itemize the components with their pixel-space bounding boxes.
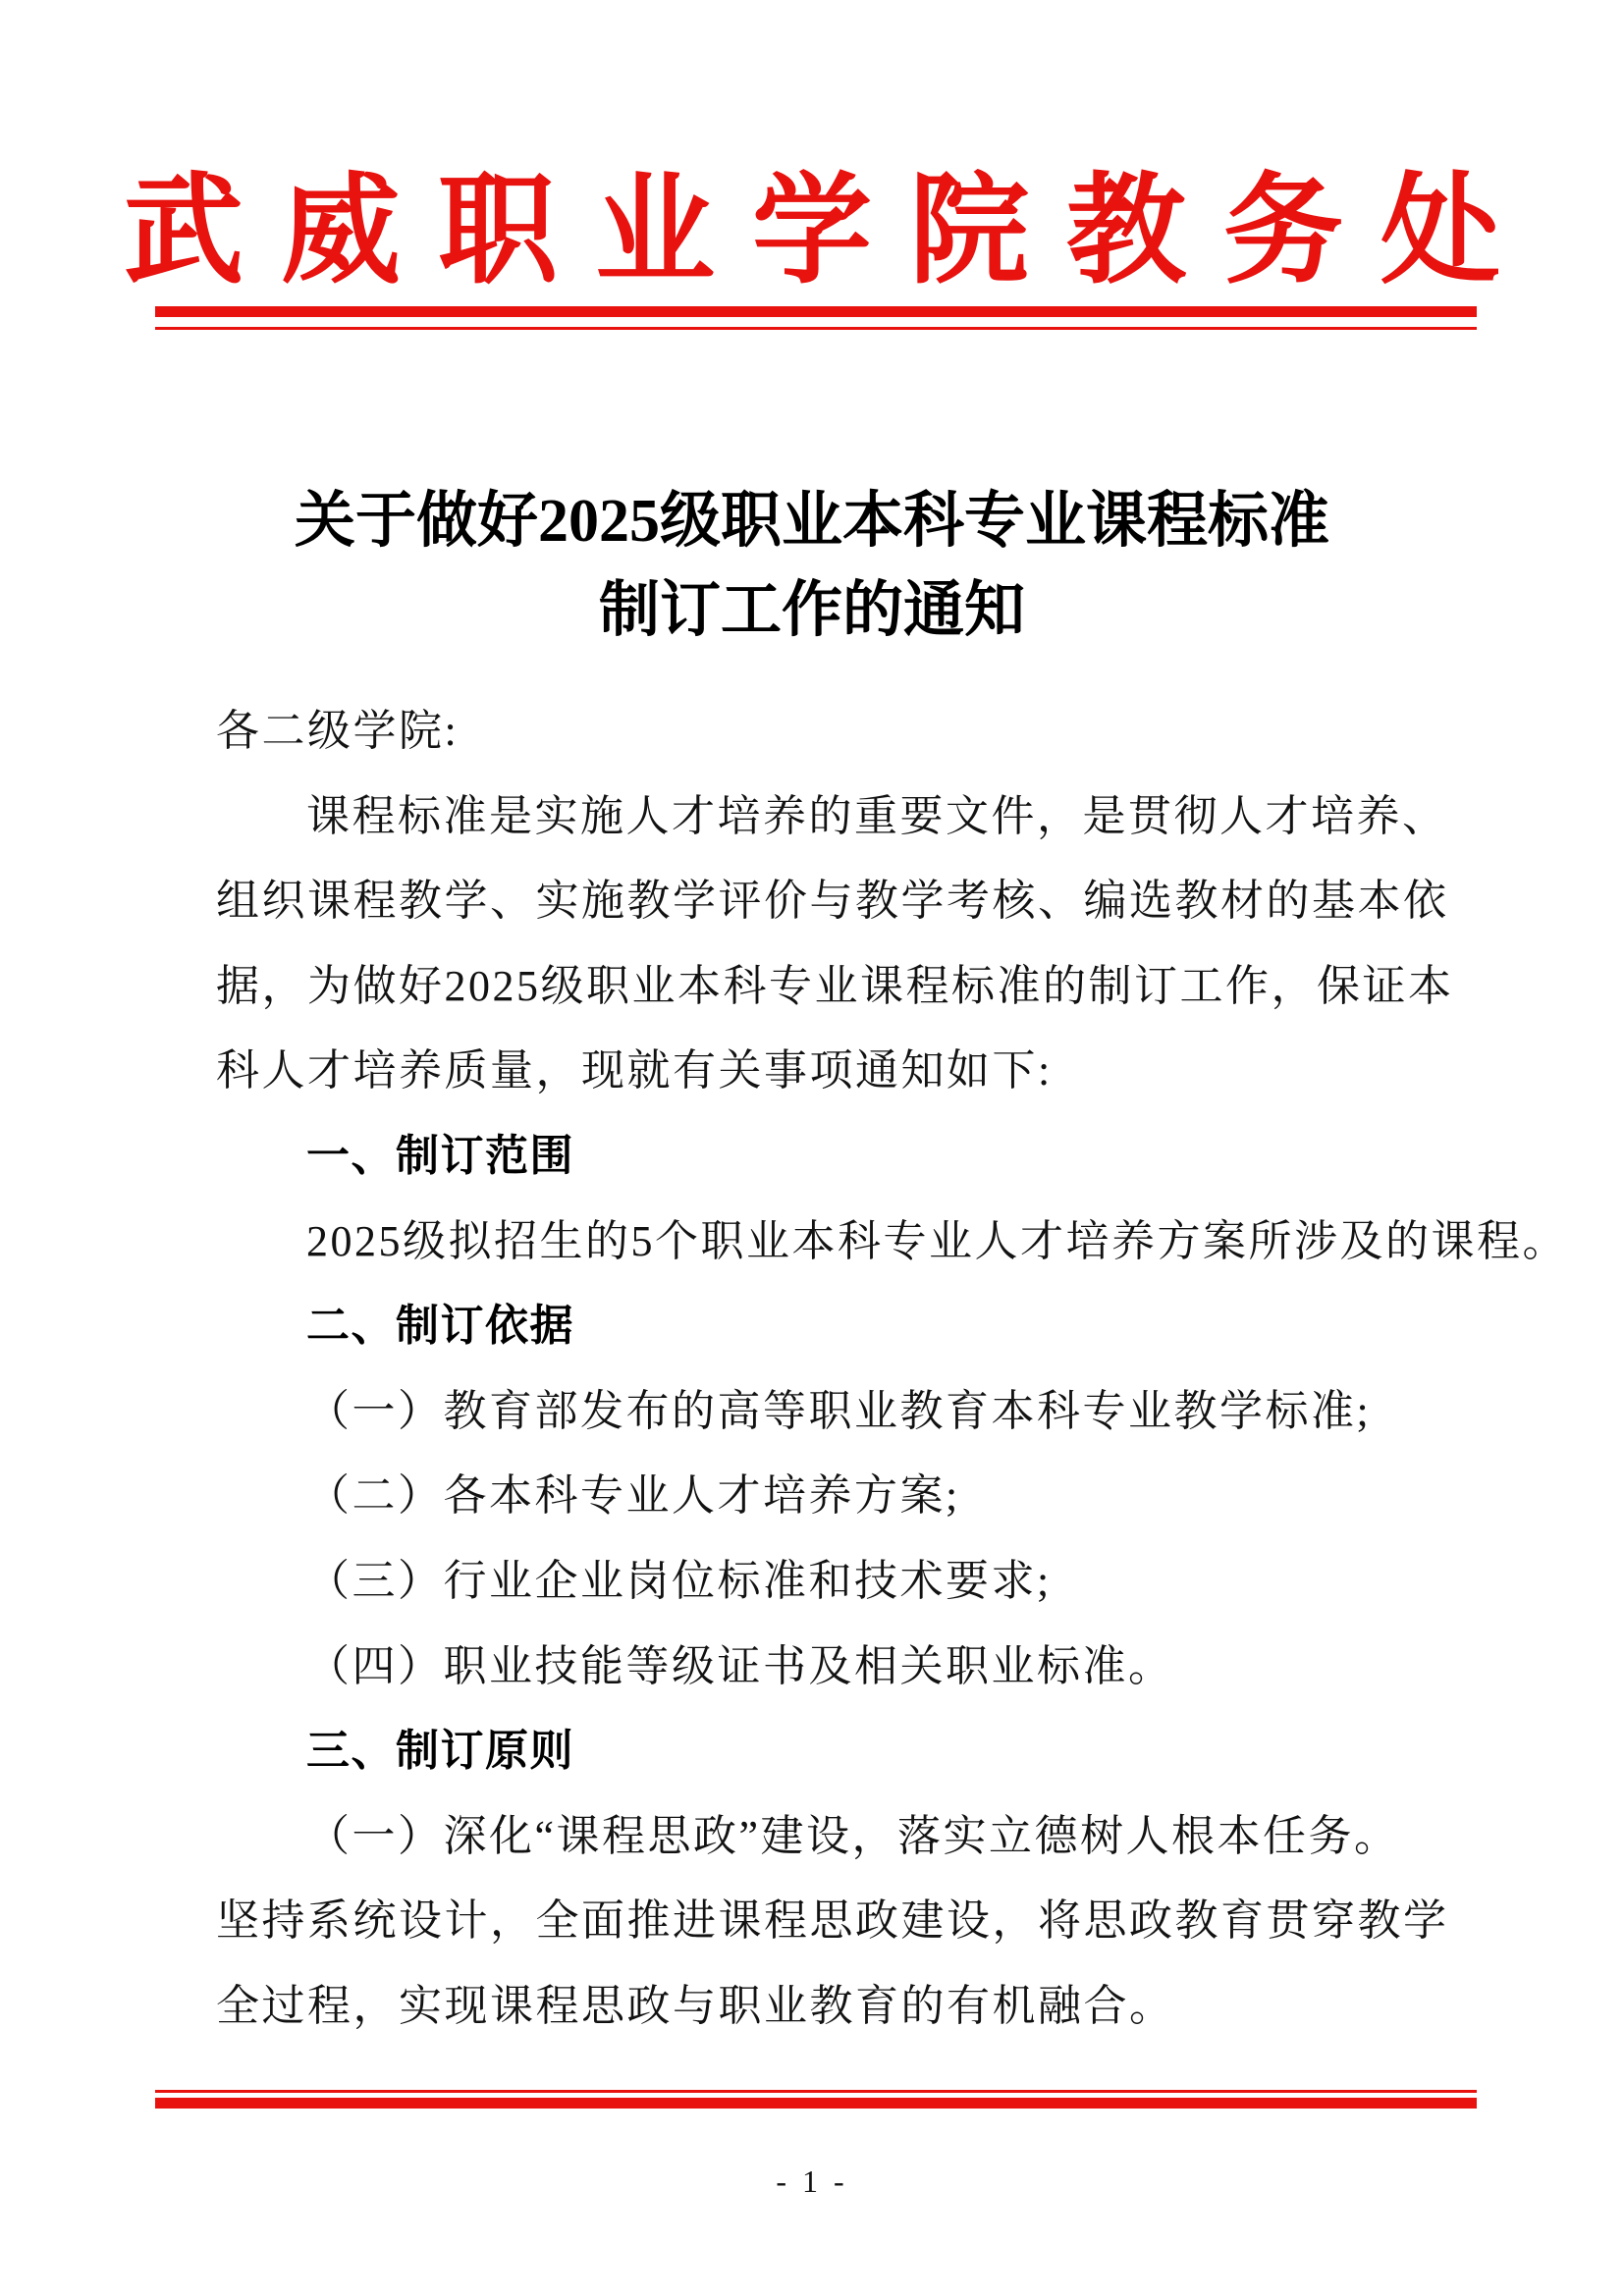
list-item-line: （三）行业企业岗位标准和技术要求; [306,1556,1052,1605]
section-heading-2: 二、制订依据 [306,1302,574,1351]
document-title-line-1: 关于做好2025级职业本科专业课程标准 [294,488,1329,555]
salutation-line: 各二级学院: [216,707,460,755]
section-heading-1: 一、制订范围 [306,1131,574,1180]
footer-rule-thick [155,2098,1477,2109]
paragraph-line: （一）深化“课程思政”建设，落实立德树人根本任务。 [306,1811,1400,1860]
paragraph-line: 科人才培养质量，现就有关事项通知如下: [216,1046,1053,1095]
footer-rule-thin [155,2090,1477,2093]
page-number: - 1 - [776,2163,848,2199]
document-title-line-2: 制订工作的通知 [598,577,1025,644]
header-rule-thick [155,306,1477,317]
list-item-line: （二）各本科专业人才培养方案; [306,1471,960,1521]
header-rule-thin [155,327,1477,330]
letterhead-title: 武威职业学院教务处 [124,166,1538,298]
paragraph-line: 据，为做好2025级职业本科专业课程标准的制订工作，保证本 [216,961,1454,1010]
paragraph-line: 2025级拟招生的5个职业本科专业人才培养方案所涉及的课程。 [306,1216,1568,1265]
paragraph-line: 组织课程教学、实施教学评价与教学考核、编选教材的基本依 [216,877,1449,926]
paragraph-line: 课程标准是实施人才培养的重要文件，是贯彻人才培养、 [306,791,1448,840]
paragraph-line: 全过程，实现课程思政与职业教育的有机融合。 [216,1981,1175,2030]
list-item-line: （四）职业技能等级证书及相关职业标准。 [306,1641,1174,1690]
list-item-line: （一）教育部发布的高等职业教育本科专业教学标准; [306,1386,1372,1435]
paragraph-line: 坚持系统设计，全面推进课程思政建设，将思政教育贯穿教学 [216,1896,1449,1946]
section-heading-3: 三、制订原则 [306,1727,574,1776]
document-body [216,689,1568,2050]
